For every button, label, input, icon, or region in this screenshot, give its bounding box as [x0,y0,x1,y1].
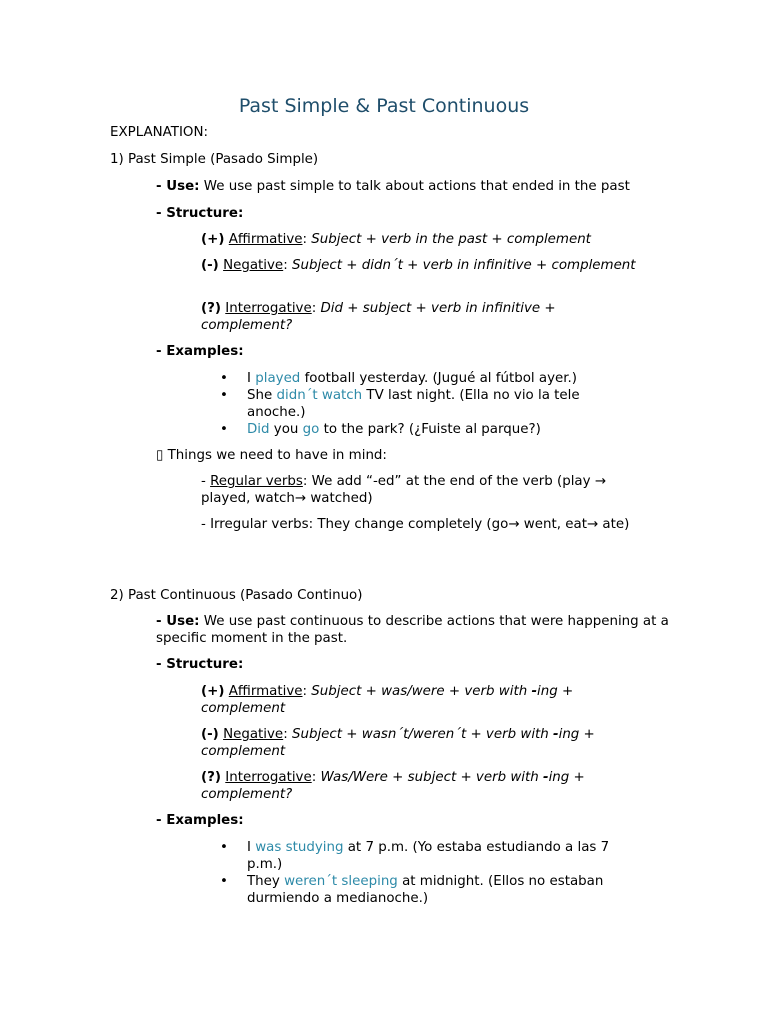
ps-example-list [220,370,640,438]
bullet-icon: • [220,388,228,403]
pc-use-label: - Use: [156,614,200,629]
pc-example-list [220,839,640,907]
pc-neg-sign: (-) [201,727,219,742]
highlight-verb: played [255,371,301,386]
ps-neg-name: Negative [223,258,284,273]
pc-int-name: Interrogative [225,770,312,785]
pc-structure-label: - Structure: [156,657,244,672]
bullet-icon: • [220,422,228,437]
bullet-icon: • [220,371,228,386]
irregular-verbs-note: - Irregular verbs: They change completely (go→ went, eat→ ate) [201,517,630,532]
highlight-verb: Did [247,422,270,437]
things-to-mind: ▯ Things we need to have in mind: [156,448,387,463]
highlight-verb: go [302,422,320,437]
page-title: Past Simple & Past Continuous [238,95,530,117]
pc-interrogative: (?) Interrogative: Was/Were + subject + verb with -ing + complement? [201,770,585,802]
ps-int-formula: Did + subject + verb in infinitive + complement? [201,301,556,333]
ps-interrogative: (?) Interrogative: Did + subject + verb in infinitive + complement? [201,301,556,333]
ps-structure-label: - Structure: [156,206,244,221]
regular-verbs-label: Regular verbs [210,474,303,489]
pc-aff-formula: Subject + was/were + verb with -ing + complement [201,684,574,716]
past-continuous-heading: 2) Past Continuous (Pasado Continuo) [110,588,363,603]
highlight-verb: weren´t sleeping [284,874,398,889]
list-item: • They weren´t sleeping at midnight. (Ellos no estaban durmiendo a medianoche.) [220,874,604,906]
pc-aff-name: Affirmative [228,684,303,699]
pc-examples-label: - Examples: [156,813,244,828]
ps-use [156,178,676,195]
pc-aff-sign: (+) [201,684,225,699]
highlight-verb: didn´t watch [276,388,363,403]
bullet-icon: • [220,840,228,855]
ps-aff-formula: Subject + verb in the past + complement [311,232,591,247]
highlight-verb: was studying [255,840,344,855]
ps-neg-formula: Subject + didn´t + verb in infinitive + complement [291,258,636,273]
ps-neg-sign: (-) [201,258,219,273]
bullet-icon: • [220,874,228,889]
pc-negative: (-) Negative: Subject + wasn´t/weren´t + verb with -ing + complement [201,727,595,759]
list-item: • I played football yesterday. (Jugué al fútbol ayer.) [220,371,578,386]
ps-int-sign: (?) [201,301,222,316]
ps-use-label: - Use: [156,179,200,194]
list-item: • She didn´t watch TV last night. (Ella no vio la tele anoche.) [220,388,580,420]
ps-use-text: We use past simple to talk about actions that ended in the past [199,179,630,194]
explanation-label: EXPLANATION: [110,125,208,140]
pc-neg-name: Negative [223,727,284,742]
pc-affirmative: (+) Affirmative: Subject + was/were + verb with -ing + complement [201,684,574,716]
ps-negative: (-) Negative: Subject + didn´t + verb in infinitive + complement [201,258,636,273]
ps-int-name: Interrogative [225,301,312,316]
regular-verbs-note: - Regular verbs: We add “-ed” at the end of the verb (play → played, watch→ watched) [201,474,607,506]
pc-neg-formula: Subject + wasn´t/weren´t + verb with -ing + complement [201,727,595,759]
list-item: • Did you go to the park? (¿Fuiste al parque?) [220,422,541,437]
ps-aff-name: Affirmative [228,232,303,247]
list-item: • I was studying at 7 p.m. (Yo estaba estudiando a las 7 p.m.) [220,840,610,872]
pc-int-sign: (?) [201,770,222,785]
ps-affirmative: (+) Affirmative: Subject + verb in the past + complement [201,232,591,247]
ps-aff-sign: (+) [201,232,225,247]
pc-int-formula: Was/Were + subject + verb with -ing + complement? [201,770,585,802]
pc-use [156,613,676,647]
past-simple-heading: 1) Past Simple (Pasado Simple) [110,152,319,167]
pc-use-text: We use past continuous to describe actions that were happening at a specific moment in the past. [156,614,669,646]
ps-examples-label: - Examples: [156,344,244,359]
